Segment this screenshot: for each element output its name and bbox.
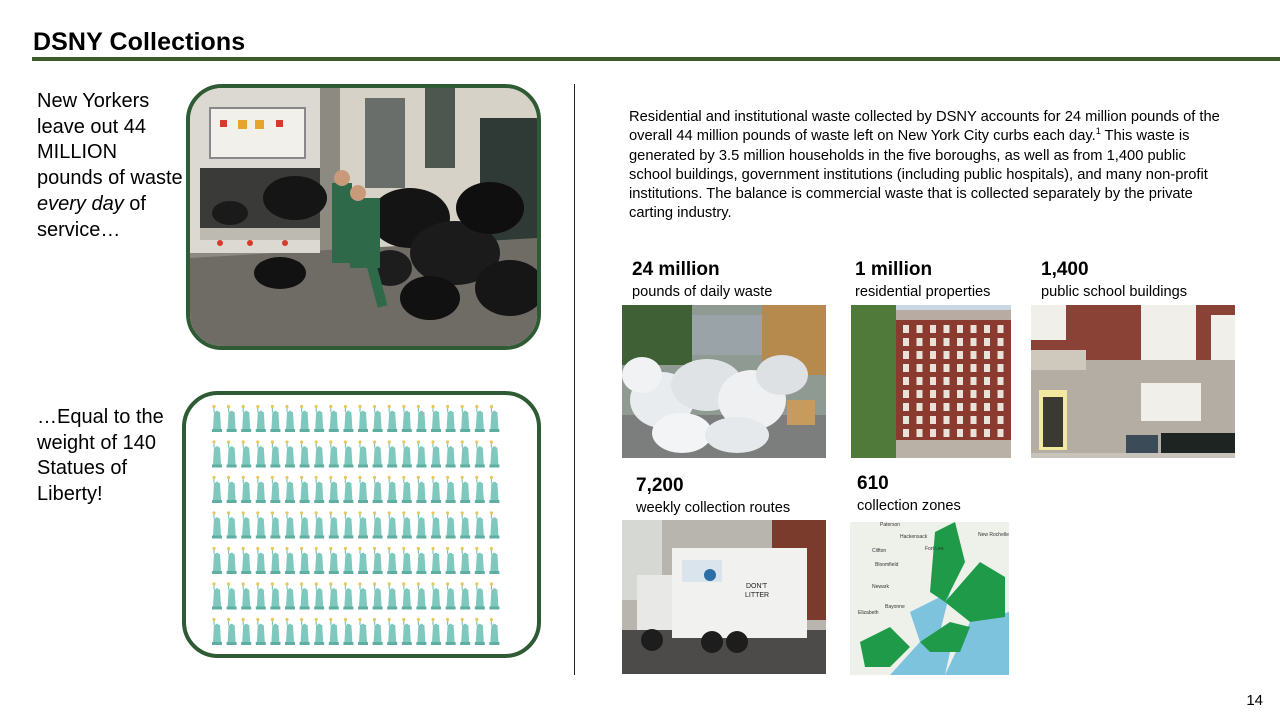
- statue-of-liberty-icon: [402, 405, 412, 432]
- stat-daily-waste-label: pounds of daily waste: [632, 284, 773, 300]
- statue-of-liberty-icon: [416, 547, 426, 574]
- stat-zones-value: 610: [857, 473, 889, 494]
- stat-routes-label: weekly collection routes: [636, 500, 791, 516]
- statue-of-liberty-icon: [460, 582, 470, 609]
- statue-of-liberty-icon: [402, 476, 412, 503]
- building-window: [944, 325, 950, 333]
- building-window: [971, 403, 977, 411]
- statue-of-liberty-icon: [343, 547, 353, 574]
- vertical-divider: [574, 84, 575, 675]
- statue-of-liberty-icon: [402, 511, 412, 538]
- truck-text-line2: LITTER: [745, 592, 770, 599]
- statue-of-liberty-icon: [416, 440, 426, 467]
- building-window: [957, 377, 963, 385]
- building-window: [903, 429, 909, 437]
- statue-of-liberty-icon: [256, 582, 266, 609]
- building-window: [971, 390, 977, 398]
- building-window: [930, 364, 936, 372]
- statue-of-liberty-icon: [285, 440, 295, 467]
- statue-of-liberty-icon: [460, 618, 470, 645]
- statue-of-liberty-icon: [300, 405, 310, 432]
- statue-of-liberty-icon: [256, 547, 266, 574]
- statue-of-liberty-icon: [489, 547, 499, 574]
- statue-of-liberty-icon: [329, 618, 339, 645]
- stat-daily-waste-value: 24 million: [632, 259, 720, 280]
- statue-of-liberty-icon: [285, 582, 295, 609]
- building-window: [917, 377, 923, 385]
- statue-of-liberty-icon: [460, 405, 470, 432]
- building-window: [930, 429, 936, 437]
- paragraph-part1: Residential and institutional waste collected by DSNY accounts for 24 million pounds of the overall 44 million pounds of waste left on New York City curbs each day.: [629, 109, 1220, 145]
- statue-of-liberty-icon: [256, 476, 266, 503]
- statue-of-liberty-icon: [475, 582, 485, 609]
- statue-of-liberty-icon: [285, 511, 295, 538]
- building-window: [998, 377, 1004, 385]
- statue-of-liberty-icon: [358, 547, 368, 574]
- statue-of-liberty-icon: [285, 618, 295, 645]
- statue-of-liberty-icon: [387, 440, 397, 467]
- statue-of-liberty-icon: [343, 476, 353, 503]
- map-place-label: Bloomfield: [875, 562, 899, 568]
- statue-of-liberty-icon: [460, 440, 470, 467]
- building-window: [971, 351, 977, 359]
- statue-of-liberty-icon: [402, 440, 412, 467]
- statue-of-liberty-icon: [300, 440, 310, 467]
- statue-of-liberty-icon: [256, 511, 266, 538]
- statue-of-liberty-icon: [460, 547, 470, 574]
- statue-of-liberty-icon: [358, 618, 368, 645]
- building-window: [971, 416, 977, 424]
- statue-of-liberty-icon: [212, 618, 222, 645]
- building-window: [984, 364, 990, 372]
- statue-of-liberty-icon: [475, 618, 485, 645]
- statue-of-liberty-icon: [314, 511, 324, 538]
- statue-of-liberty-icon: [343, 511, 353, 538]
- collection-zones-map: [850, 522, 1009, 675]
- statue-of-liberty-grid: [182, 391, 541, 658]
- building-window: [957, 429, 963, 437]
- building-window: [971, 338, 977, 346]
- statue-of-liberty-icon: [489, 582, 499, 609]
- statue-of-liberty-icon: [212, 511, 222, 538]
- statue-of-liberty-icon: [241, 476, 251, 503]
- statue-of-liberty-icon: [460, 476, 470, 503]
- statue-of-liberty-icon: [446, 547, 456, 574]
- building-window: [903, 377, 909, 385]
- statue-of-liberty-icon: [358, 582, 368, 609]
- statue-of-liberty-icon: [314, 405, 324, 432]
- statue-of-liberty-icon: [446, 582, 456, 609]
- statue-of-liberty-icon: [475, 440, 485, 467]
- statue-of-liberty-icon: [329, 476, 339, 503]
- building-window: [984, 390, 990, 398]
- statue-of-liberty-icon: [387, 547, 397, 574]
- statue-of-liberty-icon: [475, 476, 485, 503]
- statue-of-liberty-icon: [227, 547, 237, 574]
- statue-of-liberty-icon: [387, 511, 397, 538]
- statue-of-liberty-icon: [270, 582, 280, 609]
- building-window: [957, 325, 963, 333]
- building-window: [957, 403, 963, 411]
- statue-of-liberty-icon: [227, 405, 237, 432]
- statue-of-liberty-icon: [212, 405, 222, 432]
- statue-of-liberty-icon: [358, 440, 368, 467]
- building-window: [903, 325, 909, 333]
- statue-of-liberty-icon: [300, 511, 310, 538]
- statue-of-liberty-icon: [212, 547, 222, 574]
- building-window: [998, 429, 1004, 437]
- building-window: [998, 364, 1004, 372]
- building-window: [984, 325, 990, 333]
- residential-building-photo: [851, 305, 1011, 458]
- statue-of-liberty-icon: [241, 618, 251, 645]
- statue-of-liberty-icon: [446, 405, 456, 432]
- statue-of-liberty-icon: [446, 440, 456, 467]
- callout1-emphasis: every day: [37, 192, 124, 215]
- statue-of-liberty-icon: [329, 547, 339, 574]
- garbage-truck-photo: [186, 84, 541, 350]
- building-window: [984, 351, 990, 359]
- building-window: [957, 338, 963, 346]
- building-window: [944, 377, 950, 385]
- statue-of-liberty-icon: [256, 405, 266, 432]
- map-place-label: Paterson: [880, 522, 901, 528]
- statue-of-liberty-icon: [489, 476, 499, 503]
- building-window: [971, 377, 977, 385]
- statue-of-liberty-icon: [314, 547, 324, 574]
- callout1-suffix: of service…: [37, 192, 146, 241]
- statue-of-liberty-icon: [416, 405, 426, 432]
- building-window: [917, 429, 923, 437]
- statue-of-liberty-icon: [402, 547, 412, 574]
- stat-schools-value: 1,400: [1041, 259, 1089, 280]
- building-window: [998, 390, 1004, 398]
- building-window: [984, 403, 990, 411]
- statue-of-liberty-icon: [241, 511, 251, 538]
- statue-of-liberty-icon: [314, 582, 324, 609]
- statue-of-liberty-icon: [270, 476, 280, 503]
- statue-of-liberty-icon: [446, 618, 456, 645]
- statue-of-liberty-icon: [227, 476, 237, 503]
- building-window: [930, 338, 936, 346]
- statue-of-liberty-icon: [314, 440, 324, 467]
- map-place-label: Hackensack: [900, 534, 928, 540]
- building-window: [957, 390, 963, 398]
- statue-of-liberty-icon: [329, 405, 339, 432]
- stat-zones-label: collection zones: [857, 498, 961, 514]
- statue-of-liberty-icon: [241, 405, 251, 432]
- statue-of-liberty-icon: [300, 582, 310, 609]
- statue-of-liberty-icon: [373, 618, 383, 645]
- building-window: [957, 351, 963, 359]
- building-window: [903, 364, 909, 372]
- statue-of-liberty-icon: [431, 511, 441, 538]
- paragraph-part2: This waste is generated by 3.5 million households in the five boroughs, as well as from 1,400 public school buildings, government institutions (including public hospitals), and many non-profit institutions. The balance is commercial waste that is collected separately by the private carting industry.: [629, 128, 1208, 222]
- statue-of-liberty-icon: [358, 405, 368, 432]
- building-window: [971, 364, 977, 372]
- building-window: [944, 429, 950, 437]
- map-place-label: Clifton: [872, 548, 887, 554]
- statue-of-liberty-icon: [241, 440, 251, 467]
- statue-of-liberty-icon: [387, 476, 397, 503]
- building-window: [944, 390, 950, 398]
- building-window: [917, 364, 923, 372]
- statue-of-liberty-icon: [489, 618, 499, 645]
- statue-of-liberty-icon: [227, 618, 237, 645]
- building-window: [984, 338, 990, 346]
- statue-of-liberty-icon: [270, 618, 280, 645]
- statue-of-liberty-icon: [343, 618, 353, 645]
- building-window: [957, 416, 963, 424]
- map-place-label: Bayonne: [885, 604, 905, 610]
- statue-of-liberty-icon: [270, 405, 280, 432]
- building-window: [957, 364, 963, 372]
- statue-of-liberty-icon: [329, 511, 339, 538]
- statue-of-liberty-icon: [285, 476, 295, 503]
- building-window: [917, 338, 923, 346]
- statue-of-liberty-icon: [314, 476, 324, 503]
- statue-of-liberty-icon: [212, 440, 222, 467]
- statue-of-liberty-icon: [416, 618, 426, 645]
- building-window: [930, 390, 936, 398]
- map-place-label: Fort Lee: [925, 546, 944, 552]
- statue-of-liberty-icon: [431, 547, 441, 574]
- statue-of-liberty-icon: [256, 440, 266, 467]
- building-window: [903, 351, 909, 359]
- page-number: 14: [1246, 692, 1263, 709]
- waste-callout-text: [37, 89, 187, 243]
- building-window: [944, 364, 950, 372]
- stat-residential-value: 1 million: [855, 259, 933, 280]
- statue-of-liberty-icon: [212, 582, 222, 609]
- statue-of-liberty-icon: [227, 440, 237, 467]
- statue-of-liberty-icon: [343, 405, 353, 432]
- page-title: DSNY Collections: [33, 28, 246, 56]
- statue-of-liberty-icon: [314, 618, 324, 645]
- building-window: [930, 351, 936, 359]
- statue-of-liberty-icon: [300, 618, 310, 645]
- statue-of-liberty-icon: [431, 582, 441, 609]
- statue-of-liberty-icon: [475, 547, 485, 574]
- stat-routes-value: 7,200: [636, 475, 684, 496]
- statue-of-liberty-icon: [446, 476, 456, 503]
- building-window: [998, 403, 1004, 411]
- statue-of-liberty-icon: [329, 582, 339, 609]
- statue-of-liberty-icon: [416, 511, 426, 538]
- building-window: [903, 390, 909, 398]
- footnote-ref: 1: [1095, 126, 1101, 137]
- building-window: [930, 416, 936, 424]
- statue-of-liberty-icon: [270, 511, 280, 538]
- statue-of-liberty-icon: [358, 476, 368, 503]
- callout1-prefix: New Yorkers leave out 44 MILLION pounds of waste: [37, 90, 183, 190]
- statue-of-liberty-icon: [300, 476, 310, 503]
- statue-callout-text: …Equal to the weight of 140 Statues of Liberty!: [37, 406, 164, 506]
- building-window: [984, 429, 990, 437]
- statue-of-liberty-icon: [431, 440, 441, 467]
- statue-of-liberty-icon: [212, 476, 222, 503]
- building-window: [998, 338, 1004, 346]
- building-window: [903, 338, 909, 346]
- stat-residential-label: residential properties: [855, 284, 991, 300]
- building-window: [917, 351, 923, 359]
- statue-of-liberty-icon: [241, 582, 251, 609]
- building-window: [944, 338, 950, 346]
- school-building-photo: [1031, 305, 1235, 458]
- statue-icons: [186, 395, 537, 654]
- map-place-label: New Rochelle: [978, 532, 1009, 538]
- building-window: [930, 377, 936, 385]
- statue-of-liberty-icon: [285, 405, 295, 432]
- garbage-bags-photo: [622, 305, 826, 458]
- statue-of-liberty-icon: [241, 547, 251, 574]
- statue-of-liberty-icon: [489, 405, 499, 432]
- statue-of-liberty-icon: [270, 440, 280, 467]
- statue-of-liberty-icon: [373, 582, 383, 609]
- building-window: [917, 390, 923, 398]
- statue-of-liberty-icon: [270, 547, 280, 574]
- building-window: [984, 416, 990, 424]
- statue-of-liberty-icon: [489, 511, 499, 538]
- statue-of-liberty-icon: [460, 511, 470, 538]
- statue-of-liberty-icon: [416, 476, 426, 503]
- building-window: [903, 416, 909, 424]
- building-window: [917, 325, 923, 333]
- statue-of-liberty-icon: [343, 582, 353, 609]
- building-window: [930, 403, 936, 411]
- building-window: [944, 351, 950, 359]
- statue-of-liberty-icon: [431, 476, 441, 503]
- map-place-label: Newark: [872, 584, 889, 590]
- building-window: [998, 416, 1004, 424]
- statue-of-liberty-icon: [256, 618, 266, 645]
- statue-of-liberty-icon: [431, 405, 441, 432]
- statue-of-liberty-icon: [329, 440, 339, 467]
- stat-schools-label: public school buildings: [1041, 284, 1188, 300]
- statue-of-liberty-icon: [387, 405, 397, 432]
- statue-of-liberty-icon: [431, 618, 441, 645]
- statue-of-liberty-icon: [373, 405, 383, 432]
- statue-of-liberty-icon: [373, 440, 383, 467]
- statue-of-liberty-icon: [402, 618, 412, 645]
- statue-of-liberty-icon: [373, 476, 383, 503]
- statue-of-liberty-icon: [387, 582, 397, 609]
- statue-of-liberty-icon: [358, 511, 368, 538]
- statue-of-liberty-icon: [227, 582, 237, 609]
- statue-of-liberty-icon: [285, 547, 295, 574]
- building-window: [971, 429, 977, 437]
- building-window: [917, 403, 923, 411]
- statue-of-liberty-icon: [343, 440, 353, 467]
- map-place-label: Elizabeth: [858, 610, 879, 616]
- statue-of-liberty-icon: [489, 440, 499, 467]
- building-window: [917, 416, 923, 424]
- statue-of-liberty-icon: [373, 511, 383, 538]
- truck-text-line1: DON'T: [746, 583, 768, 590]
- statue-of-liberty-icon: [402, 582, 412, 609]
- title-rule: [32, 57, 1280, 61]
- statue-of-liberty-icon: [227, 511, 237, 538]
- building-window: [971, 325, 977, 333]
- statue-of-liberty-icon: [300, 547, 310, 574]
- building-window: [944, 416, 950, 424]
- building-window: [998, 351, 1004, 359]
- statue-of-liberty-icon: [475, 405, 485, 432]
- statue-of-liberty-icon: [416, 582, 426, 609]
- building-window: [984, 377, 990, 385]
- statue-of-liberty-icon: [446, 511, 456, 538]
- building-window: [930, 325, 936, 333]
- building-window: [903, 403, 909, 411]
- building-window: [944, 403, 950, 411]
- statue-of-liberty-icon: [475, 511, 485, 538]
- description-paragraph: [629, 108, 1229, 224]
- statue-of-liberty-icon: [373, 547, 383, 574]
- collection-truck-photo: [622, 520, 826, 674]
- building-window: [998, 325, 1004, 333]
- statue-of-liberty-icon: [387, 618, 397, 645]
